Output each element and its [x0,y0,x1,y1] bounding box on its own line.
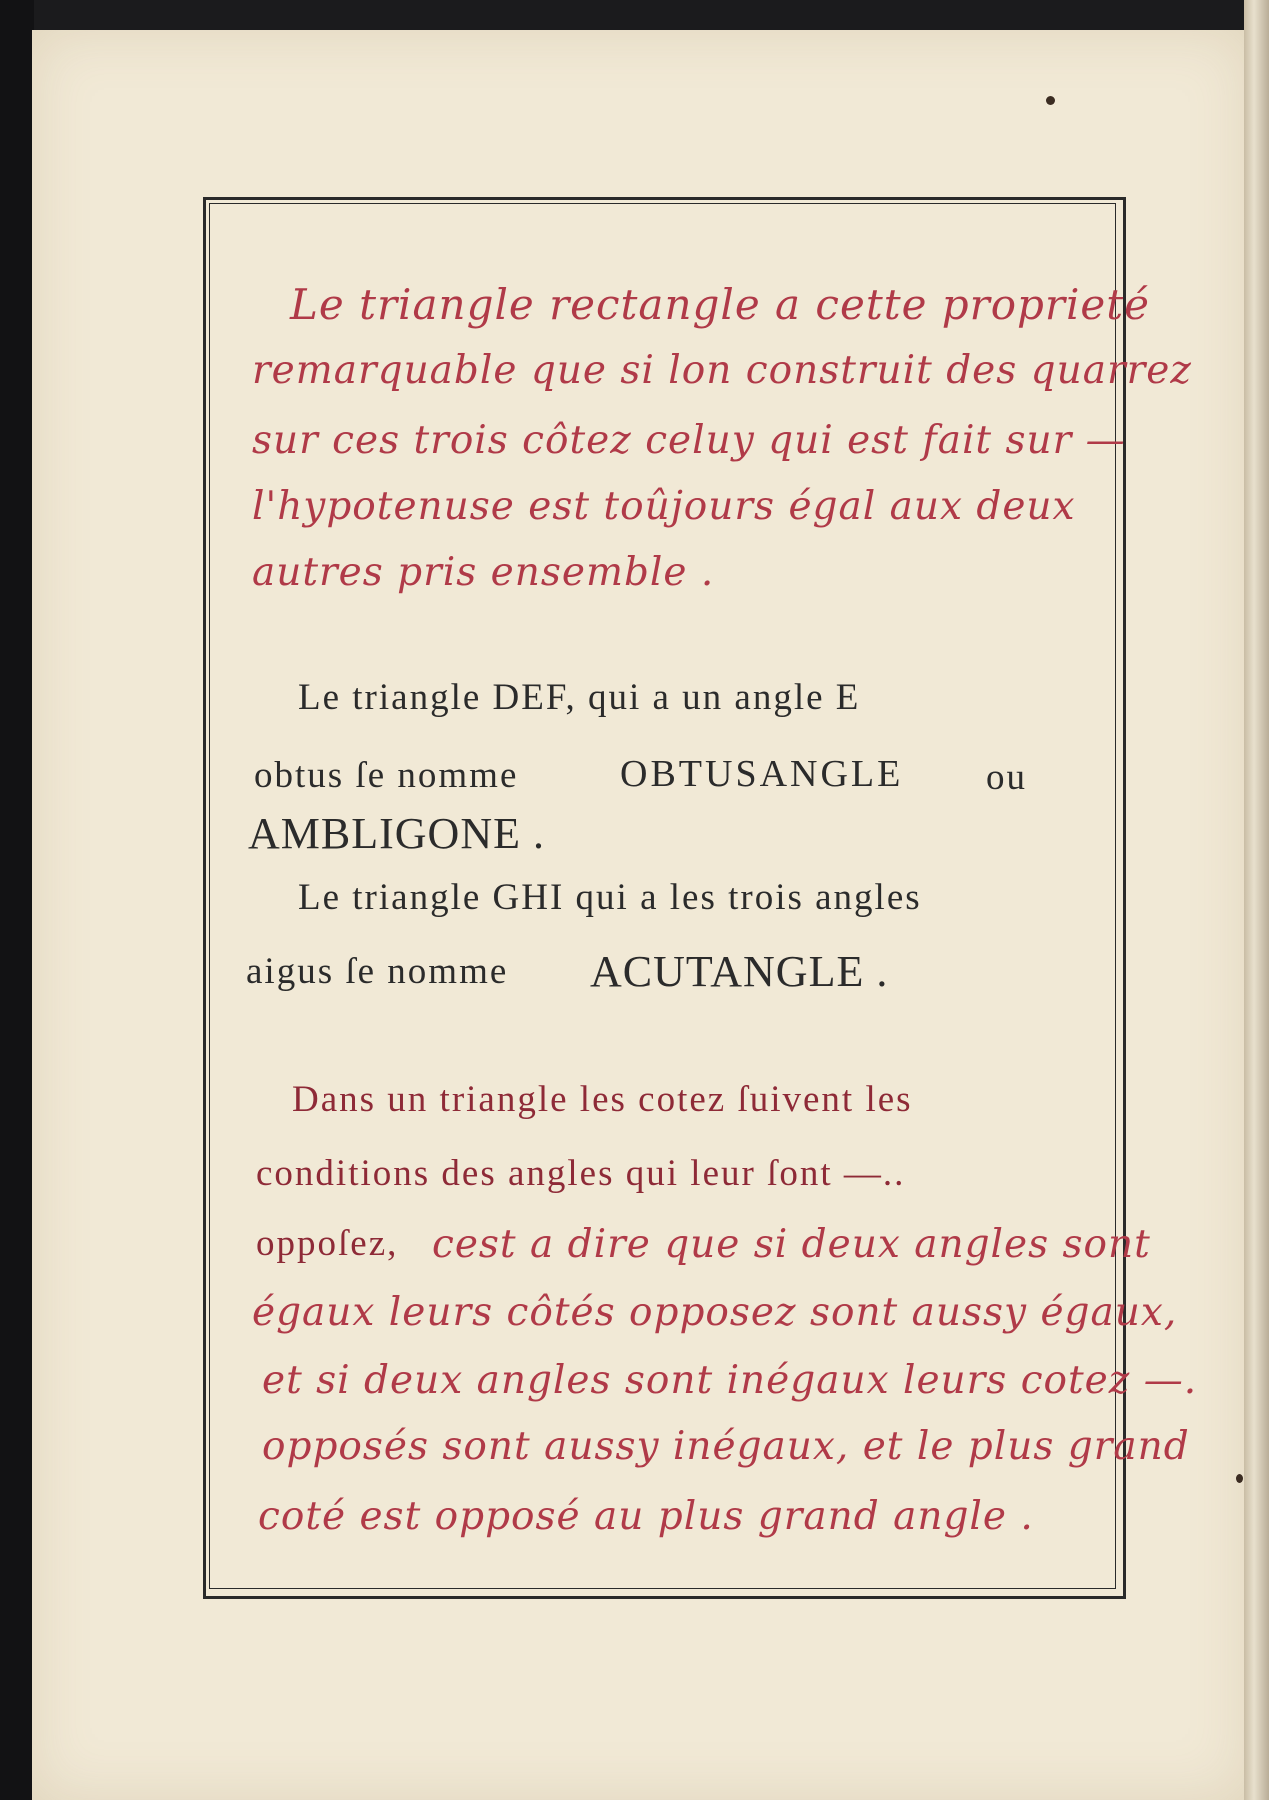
ink-spot [1236,1474,1243,1483]
text-line: Le triangle DEF, qui a un angle E [298,677,861,718]
text-line: l'hypotenuse est toûjours égal aux deux [252,484,1076,529]
text-line: aigus ſe nomme [246,951,509,992]
term-acutangle: ACUTANGLE . [590,947,889,996]
text-line: remarquable que si lon construit des quarrez [252,348,1192,393]
text-line: conditions des angles qui leur ſont —.. [256,1153,906,1194]
text-line: égaux leurs côtés opposez sont aussy égaux, [252,1290,1178,1335]
text-line: coté est opposé au plus grand angle . [258,1494,1034,1539]
next-page-edge [1244,0,1269,1800]
ink-spot [1046,96,1055,105]
scan-background-left [0,0,34,1800]
text-line: autres pris ensemble . [252,550,715,595]
text-line: et si deux angles sont inégaux leurs cotez —. [262,1358,1198,1403]
text-line: Le triangle GHI qui a les trois angles [298,877,922,918]
text-line: oppoſez, [256,1223,399,1264]
term-ambligone: AMBLIGONE . [248,809,545,858]
text-line: ou [986,757,1027,798]
text-line: obtus ſe nomme [254,755,519,796]
text-line: Dans un triangle les cotez ſuivent les [292,1079,913,1120]
text-line: opposés sont aussy inégaux, et le plus grand [262,1424,1190,1469]
text-line: Le triangle rectangle a cette proprieté [290,280,1151,329]
text-line: sur ces trois côtez celuy qui est fait sur — [252,418,1126,463]
text-line: cest a dire que si deux angles sont [432,1222,1151,1267]
term-obtusangle: OBTUSANGLE [620,753,904,795]
